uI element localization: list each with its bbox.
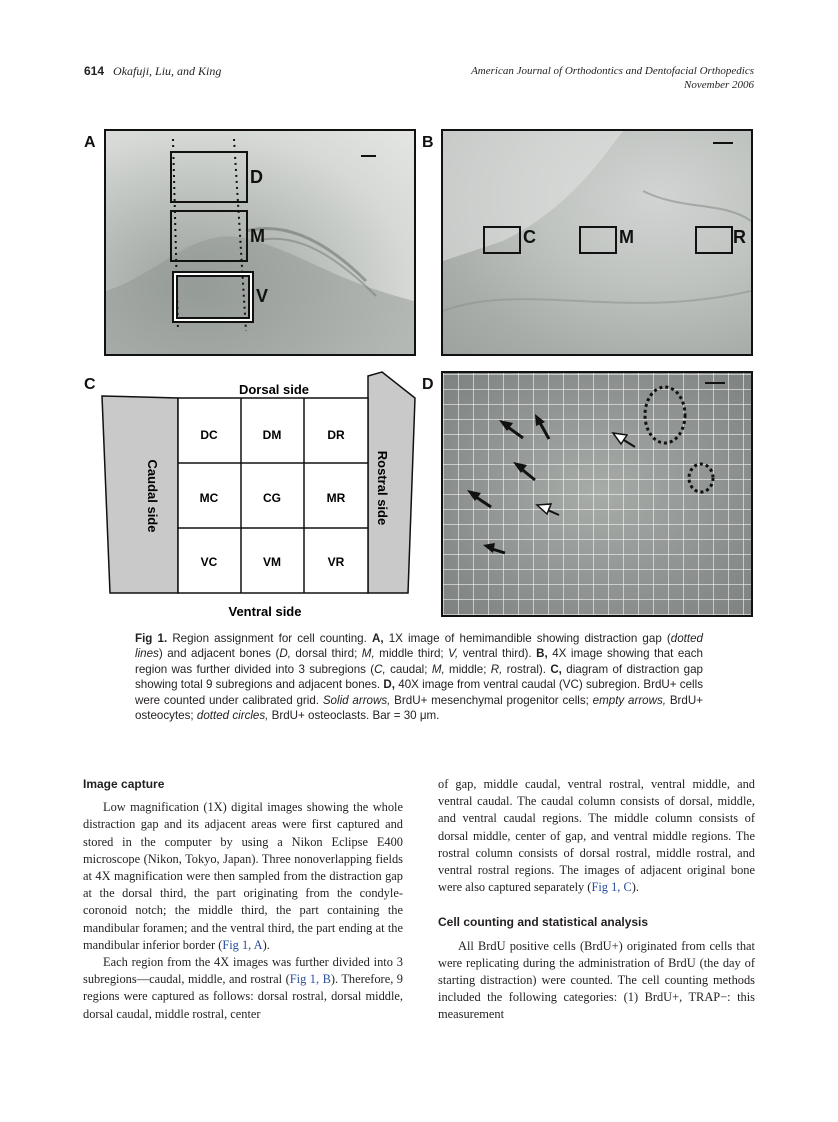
region-label-m: M <box>250 226 265 246</box>
diagram-label-dorsal: Dorsal side <box>238 382 310 397</box>
region-label-m-b: M <box>619 227 634 247</box>
body-column-right <box>438 776 755 1024</box>
body-column-left <box>83 776 403 1023</box>
issue-date: November 2006 <box>684 79 754 91</box>
region-label-c: C <box>523 227 536 247</box>
empty-arrow-2 <box>537 504 559 515</box>
author-names: Okafuji, Liu, and King <box>113 64 222 78</box>
cell-vm: VM <box>263 555 281 569</box>
caption-fig-label: Fig 1. <box>135 632 168 645</box>
cell-mr: MR <box>326 491 346 505</box>
osteoclast-circle-1 <box>645 387 685 443</box>
region-label-d: D <box>250 167 263 187</box>
solid-arrow-1 <box>499 420 523 438</box>
cell-dm: DM <box>262 428 282 442</box>
paragraph-image-capture-2: Each region from the 4X images was further divided into 3 subregions—caudal, middle, and rostral (Fig 1, B). Therefore, 9 regions were captured as follows: dorsal rostral, dorsal middle, dorsal caudal, middle rostral, center <box>83 955 403 1021</box>
region-box-dorsal <box>170 151 248 203</box>
figure-ref-link[interactable]: Fig 1, B <box>289 972 331 987</box>
solid-arrow-2 <box>535 414 549 439</box>
diagram-label-rostral: Rostral side <box>375 450 390 526</box>
cell-dr: DR <box>327 428 345 442</box>
journal-title: American Journal of Orthodontics and Dentofacial Orthopedics <box>471 65 754 77</box>
region-label-v: V <box>256 286 269 306</box>
running-header-left <box>84 64 221 79</box>
panel-label-a: A <box>84 134 96 151</box>
diagram-label-ventral: Ventral side <box>228 604 302 619</box>
paragraph-cell-counting: All BrdU positive cells (BrdU+) originated from cells that were replicating during the administration of BrdU (the day of starting distraction) were counted. The cell counting methods included the following categories: (1) BrdU+, TRAP−: this measurement <box>438 938 755 1022</box>
osteoclast-circle-2 <box>689 464 713 492</box>
caudal-bone-shape <box>102 396 178 593</box>
solid-arrow-4 <box>467 490 491 507</box>
region-box-rostral <box>695 226 733 254</box>
region-box-caudal <box>483 226 521 254</box>
solid-arrow-3 <box>513 462 535 480</box>
panel-label-d: D <box>422 376 434 393</box>
panel-label-b: B <box>422 134 434 151</box>
cell-dc: DC <box>200 428 218 442</box>
section-heading-image-capture: Image capture <box>83 777 165 791</box>
micrograph-panel-b <box>441 129 753 356</box>
diagram-label-caudal: Caudal side <box>145 459 160 533</box>
cell-vr: VR <box>327 555 345 569</box>
region-box-middle-b <box>579 226 617 254</box>
cell-cg: CG <box>263 491 281 505</box>
figure-ref-link[interactable]: Fig 1, A <box>222 937 263 952</box>
subregion-diagram <box>100 368 418 624</box>
region-box-middle <box>170 210 248 262</box>
region-label-r: R <box>733 227 746 247</box>
annotation-overlay <box>443 373 751 615</box>
running-header-right <box>471 64 754 92</box>
paragraph-continuation: of gap, middle caudal, ventral rostral, ventral middle, and ventral caudal. The caudal column consists of dorsal, middle, and ventral caudal regions. The middle column consists of dorsal middle, center of gap, and ventral middle regions. The rostral column consists of dorsal rostral, middle rostral, and ventral rostral regions. The images of adjacent original bone were also captured separately (Fig 1, C). <box>438 777 755 895</box>
cell-mc: MC <box>199 491 219 505</box>
empty-arrow-1 <box>613 433 635 447</box>
section-heading-cell-counting: Cell counting and statistical analysis <box>438 915 649 930</box>
panel-label-c: C <box>84 376 96 393</box>
figure-caption: Fig 1. Region assignment for cell counting. A, 1X image of hemimandible showing distraction gap (dotted lines) and adjacent bones (D, dorsal third; M, middle third; V, ventral third). B, 4X image showing that each region was further divided into 3 subregions (C, caudal; M, middle; R, rostral). C, diagram of distraction gap showing total 9 subregions and adjacent bones. D, 40X image from ventral caudal (VC) subregion. BrdU+ cells were counted under calibrated grid. Solid arrows, BrdU+ mesenchymal progenitor cells; empty arrows, BrdU+ osteocytes; dotted circles, BrdU+ osteoclasts. Bar = 30 μm. <box>135 632 704 723</box>
micrograph-panel-d <box>441 371 753 617</box>
figure-ref-link[interactable]: Fig 1, C <box>591 880 632 895</box>
cell-vc: VC <box>200 555 218 569</box>
paragraph-image-capture-1: Low magnification (1X) digital images showing the whole distraction gap and its adjacent areas were first captured and stored in the computer by using a Nikon Eclipse E400 microscope (Nikon, Tokyo, Japan). Three nonoverlapping fields at 4X magnification were then sampled from the distraction gap at the dorsal third, the part originating from the condyle-coronoid notch; the middle third, the part containing the mandibular foramen; and the ventral third, the part ending at the mandibular inferior border (Fig 1, A). <box>83 800 403 952</box>
micrograph-panel-a <box>104 129 416 356</box>
solid-arrow-5 <box>483 543 505 553</box>
region-box-ventral <box>172 271 254 323</box>
page-number: 614 <box>84 64 105 78</box>
